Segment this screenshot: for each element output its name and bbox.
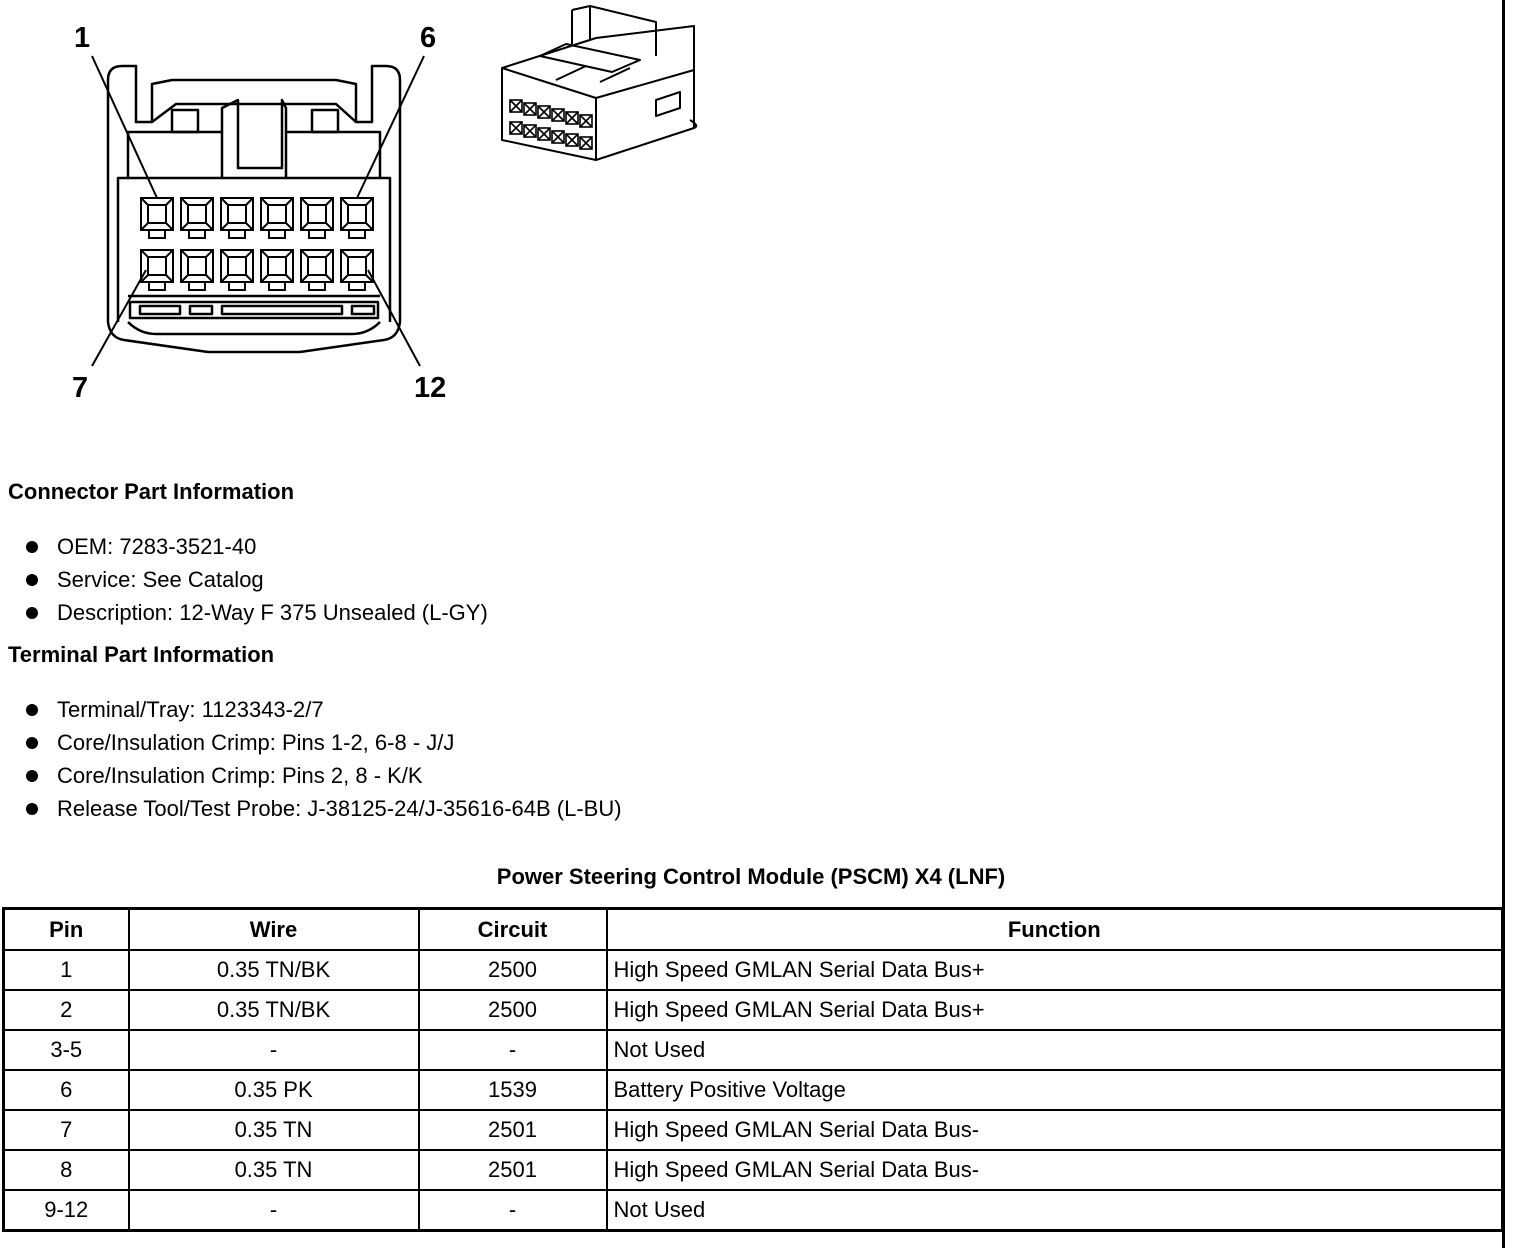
- cell-function: High Speed GMLAN Serial Data Bus-: [607, 1150, 1503, 1190]
- cell-pin: 6: [4, 1070, 129, 1110]
- list-item: Release Tool/Test Probe: J-38125-24/J-35616-64B (L-BU): [26, 792, 622, 825]
- cell-pin: 2: [4, 990, 129, 1030]
- cell-wire: 0.35 TN/BK: [129, 990, 419, 1030]
- cell-wire: 0.35 TN: [129, 1150, 419, 1190]
- cell-pin: 9-12: [4, 1190, 129, 1231]
- header-wire: Wire: [129, 909, 419, 951]
- table-header-row: [4, 909, 1503, 951]
- cell-circuit: -: [419, 1030, 607, 1070]
- table-row: [4, 950, 1503, 990]
- pinout-table: [2, 907, 1504, 1232]
- list-item: OEM: 7283-3521-40: [26, 530, 488, 563]
- connector-part-list: [26, 530, 488, 629]
- cell-circuit: -: [419, 1190, 607, 1231]
- cell-function: High Speed GMLAN Serial Data Bus-: [607, 1110, 1503, 1150]
- connector-part-heading: Connector Part Information: [8, 479, 295, 504]
- table-row: [4, 990, 1503, 1030]
- table-title: Power Steering Control Module (PSCM) X4 (LNF): [496, 864, 1006, 889]
- cell-pin: 7: [4, 1110, 129, 1150]
- cell-circuit: 2501: [419, 1150, 607, 1190]
- list-item: Core/Insulation Crimp: Pins 1-2, 6-8 - J/J: [26, 726, 622, 759]
- bullet-icon: [26, 541, 38, 553]
- cell-function: Battery Positive Voltage: [607, 1070, 1503, 1110]
- bullet-icon: [26, 607, 38, 619]
- bullet-icon: [26, 803, 38, 815]
- list-item: Service: See Catalog: [26, 563, 488, 596]
- cell-wire: -: [129, 1030, 419, 1070]
- table-row: [4, 1070, 1503, 1110]
- connector-diagram: [0, 0, 720, 420]
- table-row: [4, 1190, 1503, 1231]
- cell-circuit: 2500: [419, 950, 607, 990]
- terminal-part-heading: Terminal Part Information: [8, 642, 275, 667]
- cell-wire: -: [129, 1190, 419, 1231]
- cell-circuit: 2501: [419, 1110, 607, 1150]
- table-row: [4, 1150, 1503, 1190]
- cell-pin: 3-5: [4, 1030, 129, 1070]
- table-row: [4, 1110, 1503, 1150]
- cell-function: High Speed GMLAN Serial Data Bus+: [607, 950, 1503, 990]
- bullet-icon: [26, 574, 38, 586]
- cell-wire: 0.35 TN/BK: [129, 950, 419, 990]
- cell-wire: 0.35 PK: [129, 1070, 419, 1110]
- cell-function: Not Used: [607, 1190, 1503, 1231]
- cell-circuit: 2500: [419, 990, 607, 1030]
- list-item: Terminal/Tray: 1123343-2/7: [26, 693, 622, 726]
- terminal-part-list: [26, 693, 622, 825]
- pin-label-1: 1: [74, 22, 91, 54]
- list-item: Core/Insulation Crimp: Pins 2, 8 - K/K: [26, 759, 622, 792]
- cell-pin: 8: [4, 1150, 129, 1190]
- bullet-icon: [26, 737, 38, 749]
- connector-face-drawing: [0, 0, 720, 420]
- pin-label-12: 12: [414, 372, 447, 404]
- cell-wire: 0.35 TN: [129, 1110, 419, 1150]
- header-function: Function: [607, 909, 1503, 951]
- cell-circuit: 1539: [419, 1070, 607, 1110]
- cell-pin: 1: [4, 950, 129, 990]
- header-circuit: Circuit: [419, 909, 607, 951]
- pin-label-6: 6: [420, 22, 437, 54]
- pin-label-7: 7: [72, 372, 89, 404]
- header-pin: Pin: [4, 909, 129, 951]
- list-item: Description: 12-Way F 375 Unsealed (L-GY): [26, 596, 488, 629]
- bullet-icon: [26, 770, 38, 782]
- cell-function: Not Used: [607, 1030, 1503, 1070]
- bullet-icon: [26, 704, 38, 716]
- cell-function: High Speed GMLAN Serial Data Bus+: [607, 990, 1503, 1030]
- table-row: [4, 1030, 1503, 1070]
